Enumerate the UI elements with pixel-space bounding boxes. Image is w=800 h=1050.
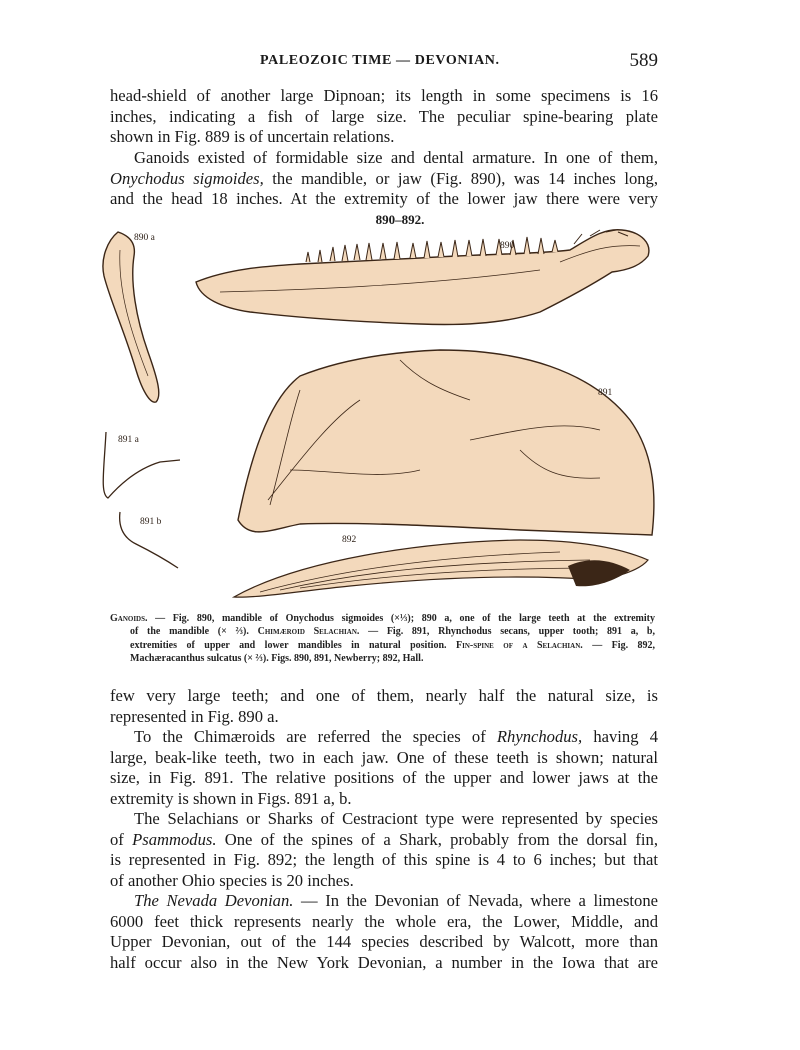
text-line: size, in Fig. 891. The relative positions of the upper and lower jaws at the [110,768,658,787]
text-line: large, beak-like teeth, two in each jaw. One of these teeth is shown; natural [110,747,658,767]
caption-text: extremities of upper and lower mandibles in natural position. [130,639,447,651]
text-line [110,830,658,851]
genus-name: Psammodus. [132,829,217,849]
text-fragment: having 4 [582,727,658,746]
figure-title: 890–892. [375,212,425,227]
page-number: 589 [629,50,658,71]
text-line: represented in Fig. 890 a. [110,706,279,726]
text-fragment: of [110,829,133,849]
figure-891a-jaw [103,432,180,498]
figure-890a-tooth [103,232,159,402]
text-line: Upper Devonian, out of the 144 species described by Walcott, more than [110,932,658,951]
text-fragment: To the Chimæroids are referred the species of [134,727,497,746]
figure-891b-jaw [120,512,178,568]
text-line: few very large teeth; and one of them, nearly half the natural size, is [110,686,658,705]
paragraph-4 [110,727,658,809]
label-890: 890 [500,241,515,251]
caption-line: Machæracanthus sulcatus (× ⅔). Figs. 890, 891, Newberry; 892, Hall. [130,652,424,664]
text-line: and the head 18 inches. At the extremity of the lower jaw there were very [110,189,658,208]
text-fragment: One of the spines of a Shark, probably from the dorsal fin, [216,829,658,849]
text-line: extremity is shown in Figs. 891 a, b. [110,788,352,808]
text-line [110,891,658,912]
caption-line [110,639,655,652]
text-line [110,727,658,748]
caption-text: of the mandible (× ⅔). [130,626,258,638]
label-891: 891 [598,388,613,398]
paragraph-6 [110,891,658,973]
caption-lead: Ganoids. — [110,613,173,624]
caption-text: — Fig. 892, [582,639,656,651]
section-heading: The Nevada Devonian. [134,891,294,910]
caption-text: Fig. 890, mandible of Onychodus sigmoides (×⅓); 890 a, one of the large teeth at the extremity [172,613,655,624]
text-line: head-shield of another large Dipnoan; its length in some specimens is 16 [110,86,658,105]
text-line: of another Ohio species is 20 inches. [110,870,354,890]
running-head: PALEOZOIC TIME — DEVONIAN. [260,53,500,68]
text-fragment: the mandible, or jaw (Fig. 890), was 14 inches long, [263,168,658,188]
text-line: half occur also in the New York Devonian, a number in the Iowa that are [110,952,658,972]
label-891b: 891 b [140,517,162,527]
label-890a: 890 a [134,233,155,243]
genus-name: Rhynchodus, [496,727,583,746]
text-line: is represented in Fig. 892; the length of this spine is 4 to 6 inches; but that [110,850,658,869]
text-line: inches, indicating a fish of large size. The peculiar spine-bearing plate [110,106,658,126]
label-891a: 891 a [118,435,139,445]
paragraph-5 [110,809,658,891]
paragraph-3 [110,686,658,727]
caption-line [110,625,655,638]
text-line: shown in Fig. 889 is of uncertain relations. [110,127,395,146]
figure-892-fin-spine [234,535,648,597]
figure-891-tooth [238,350,654,535]
text-line: 6000 feet thick represents nearly the whole era, the Lower, Middle, and [110,911,658,931]
text-line: Ganoids existed of formidable size and dental armature. In one of them, [134,148,658,167]
text-fragment: — In the Devonian of Nevada, where a limestone [293,891,658,910]
caption-smallcaps: Fin-spine of a Selachian. [455,639,583,651]
text-line: The Selachians or Sharks of Cestraciont type were represented by species [134,809,658,828]
label-892: 892 [342,535,357,545]
figure-caption [110,612,655,665]
figure-890-mandible [196,230,649,325]
species-name: Onychodus sigmoides, [110,168,264,188]
caption-smallcaps: Chimæroid Selachian. [257,626,360,638]
caption-text: — Fig. 891, Rhynchodus secans, upper tooth; 891 a, b, [359,626,655,638]
caption-line [110,612,655,625]
